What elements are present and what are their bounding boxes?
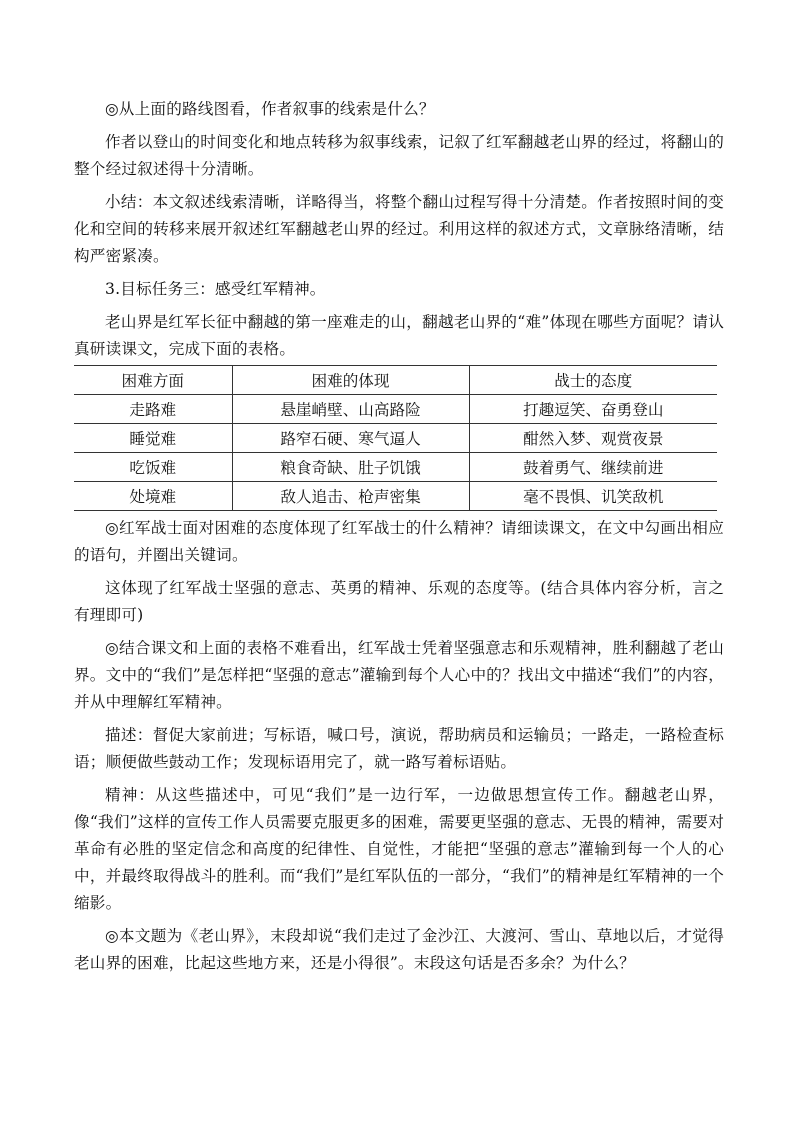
table-header: 困难的体现 (232, 366, 469, 395)
table-cell: 粮食奇缺、肚子饥饿 (232, 453, 469, 482)
summary-paragraph: 小结：本文叙述线索清晰，详略得当，将整个翻山过程写得十分清楚。作者按照时间的变化和空间的转移来展开叙述红军翻越老山界的经过。利用这样的叙述方式，文章脉络清晰，结构严密紧凑。 (74, 193, 724, 265)
description-paragraph: 描述：督促大家前进；写标语，喊口号，演说，帮助病员和运输员；一路走，一路检查标语；顺便做些鼓动工作；发现标语用完了，就一路写着标语贴。 (74, 726, 724, 771)
difficulty-table (74, 365, 717, 511)
table-cell: 走路难 (74, 395, 232, 424)
table-cell: 处境难 (74, 482, 232, 511)
question-we: ◎结合课文和上面的表格不难看出，红军战士凭着坚强意志和乐观精神，胜利翻越了老山界。文中的“我们”是怎样把“坚强的意志”灌输到每个人心中的？找出文中描述“我们”的内容，并从中理解红军精神。 (74, 639, 724, 711)
table-instruction: 老山界是红军长征中翻越的第一座难走的山，翻越老山界的“难”体现在哪些方面呢？请认真研读课文，完成下面的表格。 (74, 313, 724, 358)
table-cell: 酣然入梦、观赏夜景 (469, 424, 717, 453)
table-row (74, 424, 717, 453)
answer-clue: 作者以登山的时间变化和地点转移为叙事线索，记叙了红军翻越老山界的经过，将翻山的整个经过叙述得十分清晰。 (74, 133, 724, 178)
document-page (74, 96, 724, 983)
table-row (74, 395, 717, 424)
table-cell: 敌人追击、枪声密集 (232, 482, 469, 511)
table-row (74, 453, 717, 482)
table-row (74, 482, 717, 511)
table-header: 困难方面 (74, 366, 232, 395)
table-cell: 毫不畏惧、讥笑敌机 (469, 482, 717, 511)
table-header: 战士的态度 (469, 366, 717, 395)
table-cell: 路窄石硬、寒气逼人 (232, 424, 469, 453)
table-cell: 打趣逗笑、奋勇登山 (469, 395, 717, 424)
table-cell: 睡觉难 (74, 424, 232, 453)
table-cell: 悬崖峭壁、山高路险 (232, 395, 469, 424)
table-cell: 鼓着勇气、继续前进 (469, 453, 717, 482)
task-three-heading: 3.目标任务三：感受红军精神。 (105, 280, 326, 298)
question-spirit: ◎红军战士面对困难的态度体现了红军战士的什么精神？请细读课文，在文中勾画出相应的语句，并圈出关键词。 (74, 519, 724, 564)
answer-spirit: 这体现了红军战士坚强的意志、英勇的精神、乐观的态度等。(结合具体内容分析，言之有理即可) (74, 579, 724, 624)
spirit-paragraph: 精神：从这些描述中，可见“我们”是一边行军，一边做思想宣传工作。翻越老山界，像“我们”这样的宣传工作人员需要克服更多的困难，需要更坚强的意志、无畏的精神，需要对革命有必胜的坚定信念和高度的纪律性、自觉性，才能把“坚强的意志”灌输到每一个人的心中，并最终取得战斗的胜利。而“我们”是红军队伍的一部分，“我们”的精神是红军精神的一个缩影。 (74, 786, 724, 912)
table-cell: 吃饭难 (74, 453, 232, 482)
table-header-row (74, 366, 717, 395)
question-clue: ◎从上面的路线图看，作者叙事的线索是什么？ (105, 100, 435, 118)
question-ending: ◎本文题为《老山界》，末段却说“我们走过了金沙江、大渡河、雪山、草地以后，才觉得老山界的困难，比起这些地方来，还是小得很”。末段这句话是否多余？为什么？ (74, 927, 724, 972)
